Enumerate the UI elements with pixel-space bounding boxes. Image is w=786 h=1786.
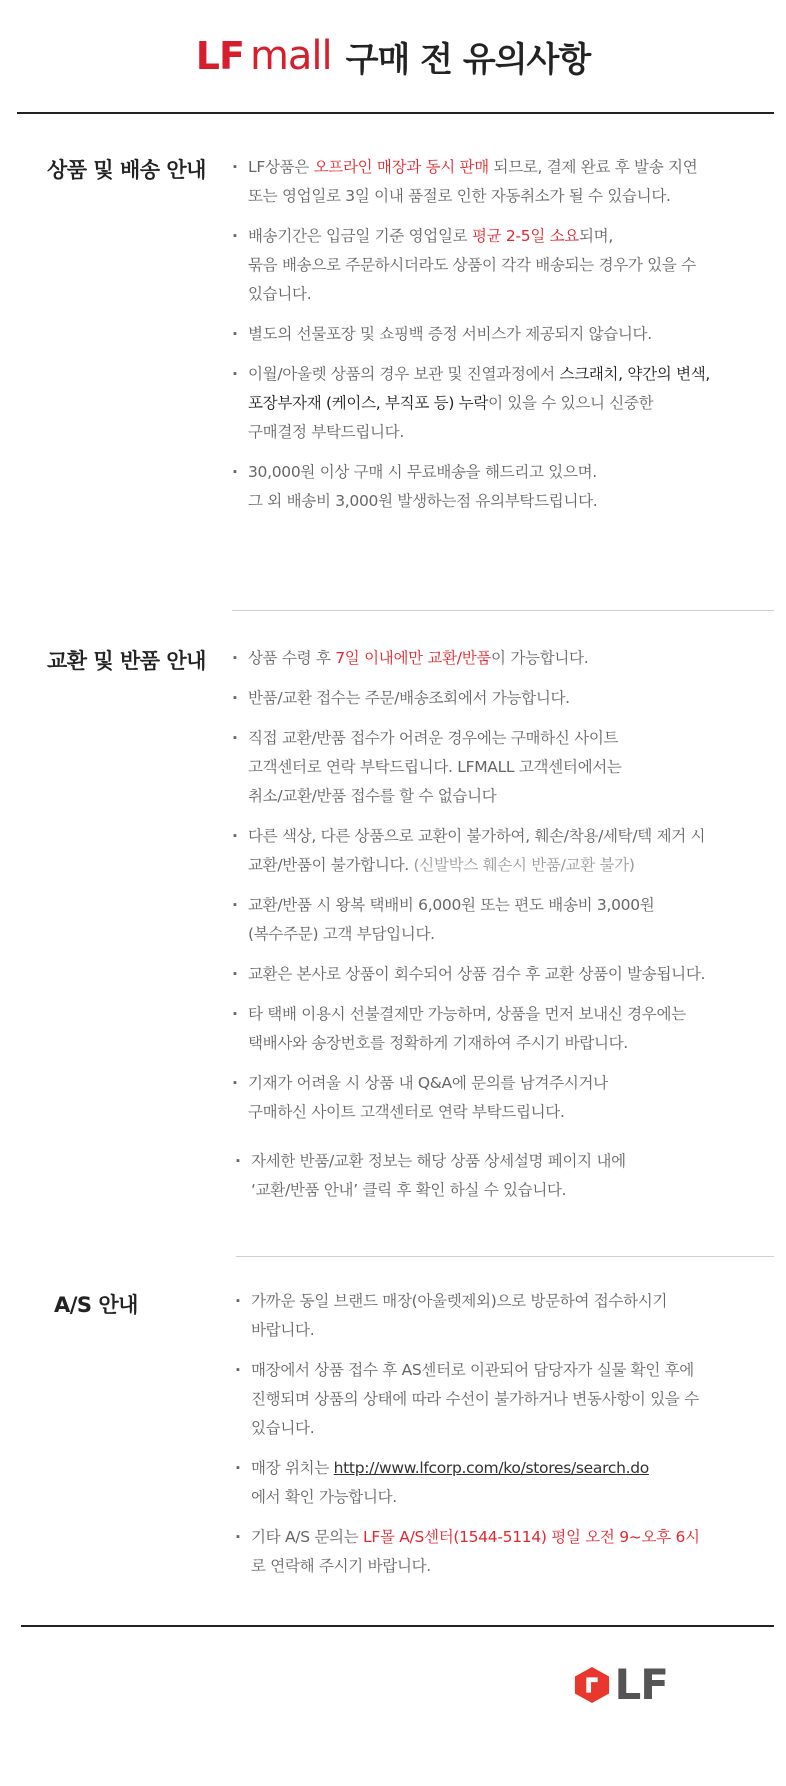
list-item: · 자세한 반품/교환 정보는 해당 상품 상세설명 페이지 내에 ‘교환/반품 안내’ 클릭 후 확인 하실 수 있습니다. xyxy=(235,1147,762,1205)
page-header xyxy=(0,26,786,86)
lf-brand-logo xyxy=(573,1660,668,1709)
store-search-link[interactable]: http://www.lfcorp.com/ko/stores/search.do xyxy=(333,1459,649,1477)
list-item: · 다른 색상, 다른 상품으로 교환이 불가하여, 훼손/착용/세탁/텍 제거 시 교환/반품이 불가합니다. (신발박스 훼손시 반품/교환 불가) xyxy=(232,822,762,880)
list-item: · 교환은 본사로 상품이 회수되어 상품 검수 후 교환 상품이 발송됩니다. xyxy=(232,960,762,989)
lf-brand-text: LF xyxy=(614,1660,668,1709)
section-divider xyxy=(232,610,774,611)
shipping-list xyxy=(232,153,752,516)
page-title: 구매 전 유의사항 xyxy=(345,39,591,80)
logo-mall: mall xyxy=(249,33,332,79)
lf-mark-icon xyxy=(573,1666,611,1704)
list-item: · 상품 수령 후 7일 이내에만 교환/반품이 가능합니다. xyxy=(232,644,762,673)
list-item: · 반품/교환 접수는 주문/배송조회에서 가능합니다. xyxy=(232,684,762,713)
footer-divider xyxy=(21,1625,774,1627)
list-item: · 직접 교환/반품 접수가 어려운 경우에는 구매하신 사이트 고객센터로 연락 부탁드립니다. LFMALL 고객센터에서는 취소/교환/반품 접수를 할 수 없습니다 xyxy=(232,724,762,811)
lfmall-logo xyxy=(196,33,332,79)
list-item: · LF상품은 오프라인 매장과 동시 판매 되므로, 결제 완료 후 발송 지연 또는 영업일로 3일 이내 품절로 인한 자동취소가 될 수 있습니다. xyxy=(232,153,752,211)
list-item: · 기타 A/S 문의는 LF몰 A/S센터(1544-5114) 평일 오전 9~오후 6시 로 연락해 주시기 바랍니다. xyxy=(235,1523,765,1581)
header-divider xyxy=(17,112,774,114)
section-divider xyxy=(236,1256,774,1257)
exchange-list xyxy=(232,644,762,1205)
list-item: · 교환/반품 시 왕복 택배비 6,000원 또는 편도 배송비 3,000원 (복수주문) 고객 부담입니다. xyxy=(232,891,762,949)
list-item: · 가까운 동일 브랜드 매장(아울렛제외)으로 방문하여 접수하시기 바랍니다. xyxy=(235,1287,765,1345)
section-title-shipping: 상품 및 배송 안내 xyxy=(47,158,206,182)
section-title-as: A/S 안내 xyxy=(54,1293,138,1317)
list-item: · 배송기간은 입금일 기준 영업일로 평균 2-5일 소요되며, 묶음 배송으로 주문하시더라도 상품이 각각 배송되는 경우가 있을 수 있습니다. xyxy=(232,222,752,309)
list-item: · 매장에서 상품 접수 후 AS센터로 이관되어 담당자가 실물 확인 후에 진행되며 상품의 상태에 따라 수선이 불가하거나 변동사항이 있을 수 있습니다. xyxy=(235,1356,765,1443)
list-item: · 30,000원 이상 구매 시 무료배송을 해드리고 있으며. 그 외 배송비 3,000원 발생하는점 유의부탁드립니다. xyxy=(232,458,752,516)
section-title-exchange: 교환 및 반품 안내 xyxy=(47,649,206,673)
list-item: · 타 택배 이용시 선불결제만 가능하며, 상품을 먼저 보내신 경우에는 택배사와 송장번호를 정확하게 기재하여 주시기 바랍니다. xyxy=(232,1000,762,1058)
list-item: · 매장 위치는 http://www.lfcorp.com/ko/stores/search.do 에서 확인 가능합니다. xyxy=(235,1454,765,1512)
logo-lf: LF xyxy=(195,34,244,78)
list-item: · 이월/아울렛 상품의 경우 보관 및 진열과정에서 스크래치, 약간의 변색, 포장부자재 (케이스, 부직포 등) 누락이 있을 수 있으니 신중한 구매결정 부탁드립니다. xyxy=(232,360,752,447)
as-list xyxy=(235,1287,765,1581)
list-item: · 기재가 어려울 시 상품 내 Q&A에 문의를 남겨주시거나 구매하신 사이트 고객센터로 연락 부탁드립니다. xyxy=(232,1069,762,1127)
list-item: · 별도의 선물포장 및 쇼핑백 증정 서비스가 제공되지 않습니다. xyxy=(232,320,752,349)
